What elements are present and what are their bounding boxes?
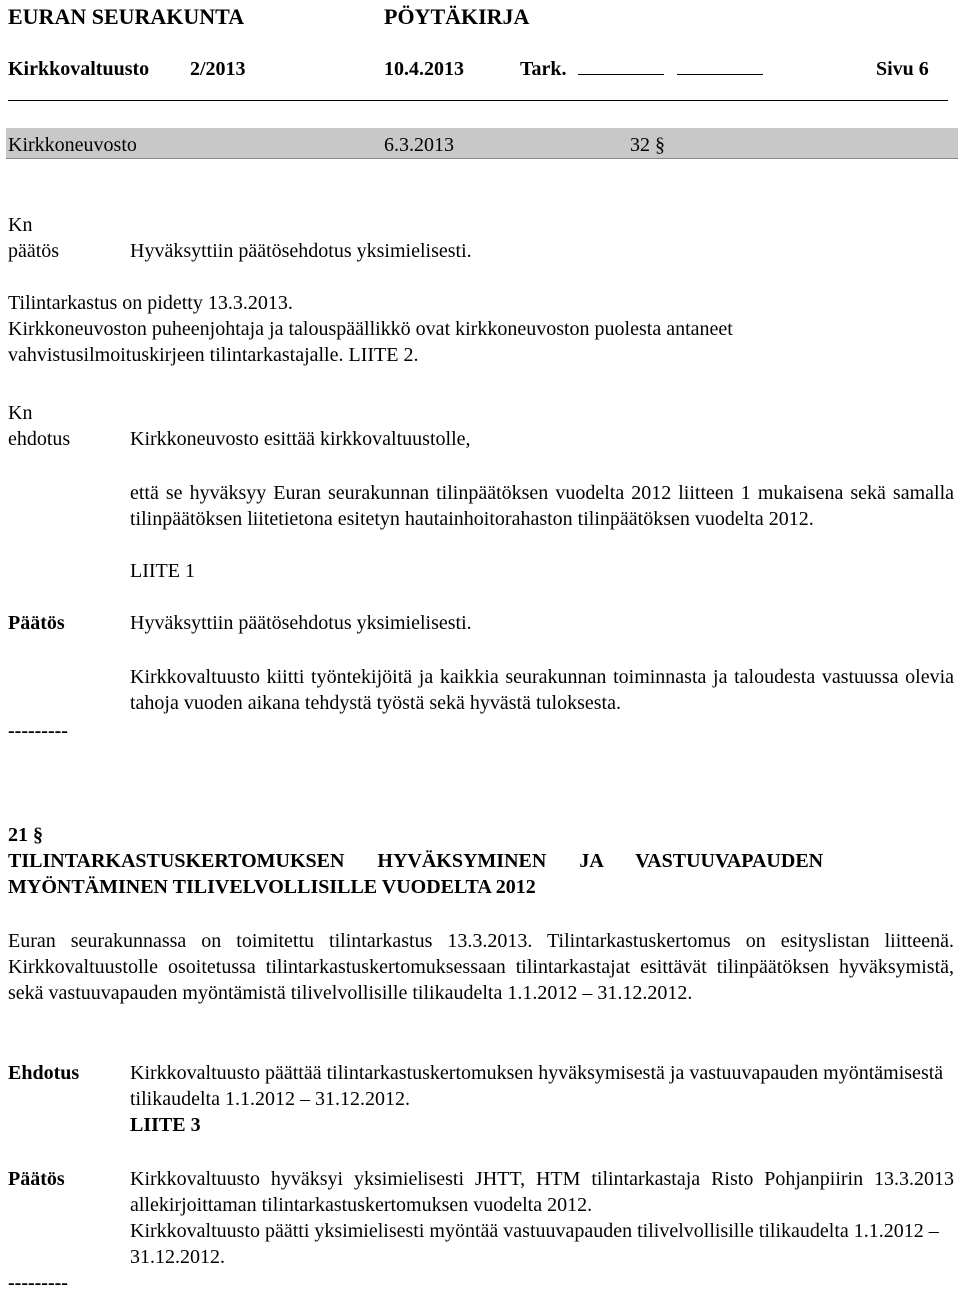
check-text: Tark. — [520, 58, 567, 80]
check-label — [520, 56, 763, 82]
kn-decision-text: Hyväksyttiin päätösehdotus yksimielisesti. — [130, 240, 472, 262]
intro-line-3-text: vahvistusilmoituskirjeen tilintarkastajalle. — [8, 344, 344, 366]
organization-name: EURAN SEURAKUNTA — [8, 4, 245, 29]
section-body: Kirkkoneuvosto — [8, 134, 137, 156]
proposal-2-text: Kirkkovaltuusto päättää tilintarkastuskertomuksen hyväksymisestä ja vastuuvapauden myöntämisestä tilikaudelta 1.1.2012 – 31.12.2012. — [130, 1062, 944, 1110]
section-date: 6.3.2013 — [384, 134, 454, 156]
item-number-text: 21 — [8, 824, 28, 846]
kn-proposal-text: Kirkkoneuvosto esittää kirkkovaltuustolle, — [130, 428, 471, 450]
section-bar — [6, 128, 958, 159]
decision-1-label: Päätös — [8, 612, 65, 634]
signature-line — [578, 56, 664, 75]
kn-proposal-attachment: LIITE 1 — [130, 560, 195, 582]
decision-2-text-2: Kirkkovaltuusto päätti yksimielisesti myöntää vastuuvapauden tilivelvollisille tilikaudelta 1.1.2012 – 31.12.2012. — [130, 1220, 939, 1268]
item-number — [8, 822, 43, 848]
document-type: PÖYTÄKIRJA — [384, 4, 530, 29]
intro-attachment: LIITE 2. — [348, 344, 419, 366]
decision-2-label: Päätös — [8, 1168, 65, 1190]
kn-proposal-body: että se hyväksyy Euran seurakunnan tilinpäätöksen vuodelta 2012 liitteen 1 mukaisena sekä samalla tilinpäätöksen liitetietona esitetyn hautainhoitorahaston tilinpäätöksen vuodelta 2012. — [130, 482, 954, 530]
item-title-line-2: MYÖNTÄMINEN TILIVELVOLLISILLE VUODELTA 2012 — [8, 876, 536, 898]
item-body: Euran seurakunnassa on toimitettu tilintarkastus 13.3.2013. Tilintarkastuskertomus on esityslistan liitteenä. Kirkkovaltuustolle osoitetussa tilintarkastuskertomuksessaan tilintarkastajat esittävät tilinpäätöksen hyväksymistä, sekä vastuuvapauden myöntämistä tilivelvollisille tilikaudelta 1.1.2012 – 31.12.2012. — [8, 930, 954, 1004]
kn-decision-label-top: Kn — [8, 214, 33, 236]
section-number — [630, 132, 665, 158]
section-symbol: § — [655, 134, 665, 156]
session-number: 2/2013 — [190, 58, 246, 80]
decision-2-separator: --------- — [8, 1272, 68, 1294]
kn-decision-label-bottom: päätös — [8, 240, 60, 262]
body-name: Kirkkovaltuusto — [8, 58, 150, 80]
proposal-2-label: Ehdotus — [8, 1062, 80, 1084]
signature-line — [677, 56, 763, 75]
item-title-line-1-text: TILINTARKASTUSKERTOMUKSEN HYVÄKSYMINEN JA VASTUUVAPAUDEN — [8, 850, 824, 872]
intro-line-1: Tilintarkastus on pidetty 13.3.2013. — [8, 292, 293, 314]
intro-line-3 — [8, 342, 418, 368]
section-number-text: 32 — [630, 134, 650, 156]
kn-proposal-label-bottom: ehdotus — [8, 428, 71, 450]
item-title-line-1 — [8, 848, 954, 874]
kn-proposal-label-top: Kn — [8, 402, 33, 424]
header-divider — [8, 100, 948, 101]
decision-2-text-1: Kirkkovaltuusto hyväksyi yksimielisesti JHTT, HTM tilintarkastaja Risto Pohjanpiirin 13.3.2013 allekirjoittaman tilintarkastuskertomuksen vuodelta 2012. — [130, 1168, 954, 1216]
decision-1-text: Hyväksyttiin päätösehdotus yksimielisesti. — [130, 612, 472, 634]
proposal-2-attachment: LIITE 3 — [130, 1114, 201, 1136]
intro-line-2: Kirkkoneuvoston puheenjohtaja ja talouspäällikkö ovat kirkkoneuvoston puolesta antaneet — [8, 318, 733, 340]
page-number: Sivu 6 — [876, 58, 929, 80]
decision-1-thanks: Kirkkovaltuusto kiitti työntekijöitä ja kaikkia seurakunnan toiminnasta ja taloudesta vastuussa olevia tahoja vuoden aikana tehdystä työstä sekä hyvästä tuloksesta. — [130, 666, 954, 714]
decision-1-separator: --------- — [8, 720, 68, 742]
meeting-date: 10.4.2013 — [384, 58, 464, 80]
item-symbol: § — [33, 824, 43, 846]
